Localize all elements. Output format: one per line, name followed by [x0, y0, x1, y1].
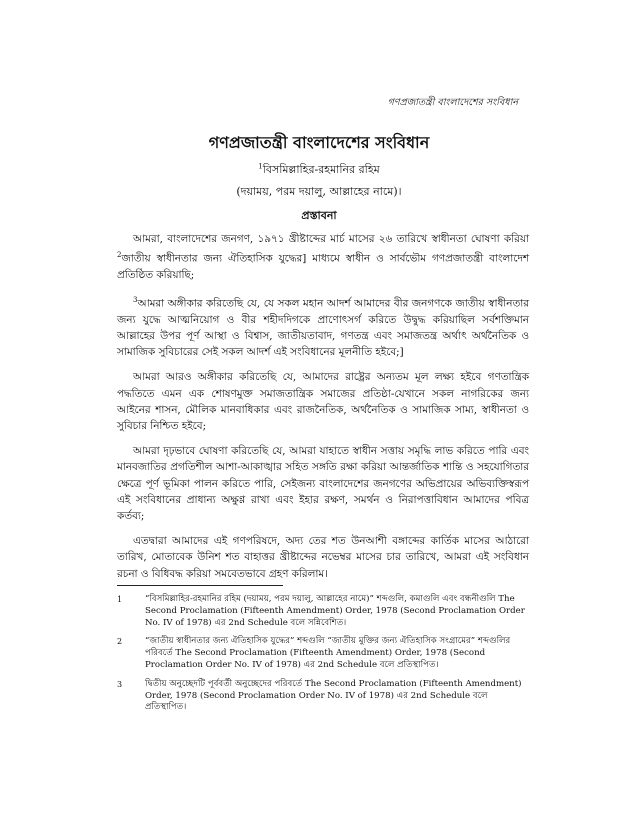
- bismillah-translation: (দয়াময়, পরম দয়ালু, আল্লাহের নামে)।: [236, 185, 402, 198]
- footnote-text: দ্বিতীয় অনুচ্ছেদটি পূর্ববর্তী অনুচ্ছেদের পরিবর্তে The Second Proclamation (Fifteenth Amendment) Order, 1978 (Second Proclamation Order No. IV of 1978) এর 2nd Schedule বলে প্রতিস্থাপিত।: [145, 678, 522, 713]
- document-title: গণপ্রজাতন্ত্রী বাংলাদেশের সংবিধান: [208, 133, 430, 152]
- paragraph: আমরা দৃঢ়ভাবে ঘোষণা করিতেছি যে, আমরা যাহাতে স্বাধীন সত্তায় সমৃদ্ধি লাভ করিতে পারি এবং মানবজাতির প্রগতিশীল আশা-আকাঙ্খার সহিত সঙ্গতি রক্ষা করিয়া আন্তর্জাতিক শান্তি ও সহযোগিতার ক্ষেত্রে পূর্ণ ভূমিকা পালন করিতে পারি, সেইজন্য বাংলাদেশের জনগণের অভিপ্রায়ের অভিব্যক্তিস্বরূপ এই সংবিধানের প্রাধান্য অক্ষুণ্ণ রাখা এবং ইহার রক্ষণ, সমর্থন ও নিরাপত্তাবিধান আমাদের পবিত্র কর্তব্য;: [117, 445, 529, 522]
- footnote-text: “জাতীয় স্বাধীনতার জন্য ঐতিহাসিক যুদ্ধের” শব্দগুলি “জাতীয় মুক্তির জন্য ঐতিহাসিক সংগ্রামের” শব্দগুলির পরিবর্তে The Second Proclamation (Fifteenth Amendment) Order, 1978 (Second Proclamation Order No. IV of 1978) এর 2nd Schedule বলে প্রতিস্থাপিত।: [145, 636, 511, 670]
- footnote: [117, 594, 529, 629]
- footnote-marker: 2: [117, 251, 122, 260]
- footnote-number: 2: [117, 637, 123, 647]
- footnote-text: “বিসমিল্লাহির-রহমানির রহিম (দয়াময়, পরম দয়ালু, আল্লাহের নামে)” শব্দগুলি, কমাগুলি এবং বন্ধনীগুলি The Second Proclamation (Fifteenth Amendment) Order, 1978 (Second Proclamation Order No. IV of 1978) এর 2nd Schedule বলে সন্নিবেশিত।: [145, 594, 525, 628]
- footnote-marker: 3: [133, 296, 138, 305]
- paragraph: এতদ্বারা আমাদের এই গণপরিষদে, অদ্য তের শত উনআশী বঙ্গাব্দের কার্তিক মাসের আঠারো তারিখ, মোতাবেক উনিশ শত বাহাত্তর খ্রীষ্টাব্দের নভেম্বর মাসের চার তারিখে, আমরা এই সংবিধান রচনা ও বিধিবদ্ধ করিয়া সমবেতভাবে গ্রহণ করিলাম।: [117, 535, 529, 580]
- paragraph: আমরা আরও অঙ্গীকার করিতেছি যে, আমাদের রাষ্ট্রের অন্যতম মূল লক্ষ্য হইবে গণতান্ত্রিক পদ্ধতিতে এমন এক শোষণমুক্ত সমাজতান্ত্রিক সমাজের প্রতিষ্ঠা-যেখানে সকল নাগরিকের জন্য আইনের শাসন, মৌলিক মানবাধিকার এবং রাজনৈতিক, অর্থনৈতিক ও সামাজিক সাম্য, স্বাধীনতা ও সুবিচার নিশ্চিত হইবে;: [117, 371, 529, 432]
- preamble-heading: প্রস্তাবনা: [301, 209, 337, 222]
- preamble-body: [117, 231, 529, 591]
- bismillah-line: [0, 161, 638, 180]
- paragraph: $^3$আমরা অঙ্গীকার করিতেছি যে, যে সকল মহান আদর্শ আমাদের বীর জনগণকে জাতীয় স্বাধীনতার জন্য যুদ্ধে আত্মনিয়োগ ও বীর শহীদদিগকে প্রাণোৎসর্গ করিতে উদ্বুদ্ধ করিয়াছিল সর্বশক্তিমান আল্লাহের উপর পূর্ণ আস্থা ও বিশ্বাস, জাতীয়তাবাদ, গণতন্ত্র এবং সমাজতন্ত্র অর্থাৎ অর্থনৈতিক ও সামাজিক সুবিচারের সেই সকল আদর্শ এই সংবিধানের মূলনীতি হইবে;]: [117, 296, 529, 359]
- running-head: গণপ্রজাতন্ত্রী বাংলাদেশের সংবিধান: [387, 97, 518, 108]
- footnote-number: 3: [117, 679, 123, 689]
- paragraph: আমরা, বাংলাদেশের জনগণ, ১৯৭১ খ্রীষ্টাব্দের মার্চ মাসের ২৬ তারিখে স্বাধীনতা ঘোষণা করিয়া $^2$জাতীয় স্বাধীনতার জন্য ঐতিহাসিক যুদ্ধের] মাধ্যমে স্বাধীন ও সার্বভৌম গণপ্রজাতন্ত্রী বাংলাদেশ প্রতিষ্ঠিত করিয়াছি;: [117, 233, 529, 281]
- footnote-marker: 1: [258, 162, 263, 171]
- footnote-divider: [117, 585, 283, 586]
- footnotes: [117, 594, 529, 721]
- bismillah-text: বিসমিল্লাহির-রহমানির রহিম: [262, 163, 380, 176]
- footnote: [117, 636, 529, 671]
- footnote: [117, 679, 529, 714]
- footnote-number: 1: [117, 595, 123, 604]
